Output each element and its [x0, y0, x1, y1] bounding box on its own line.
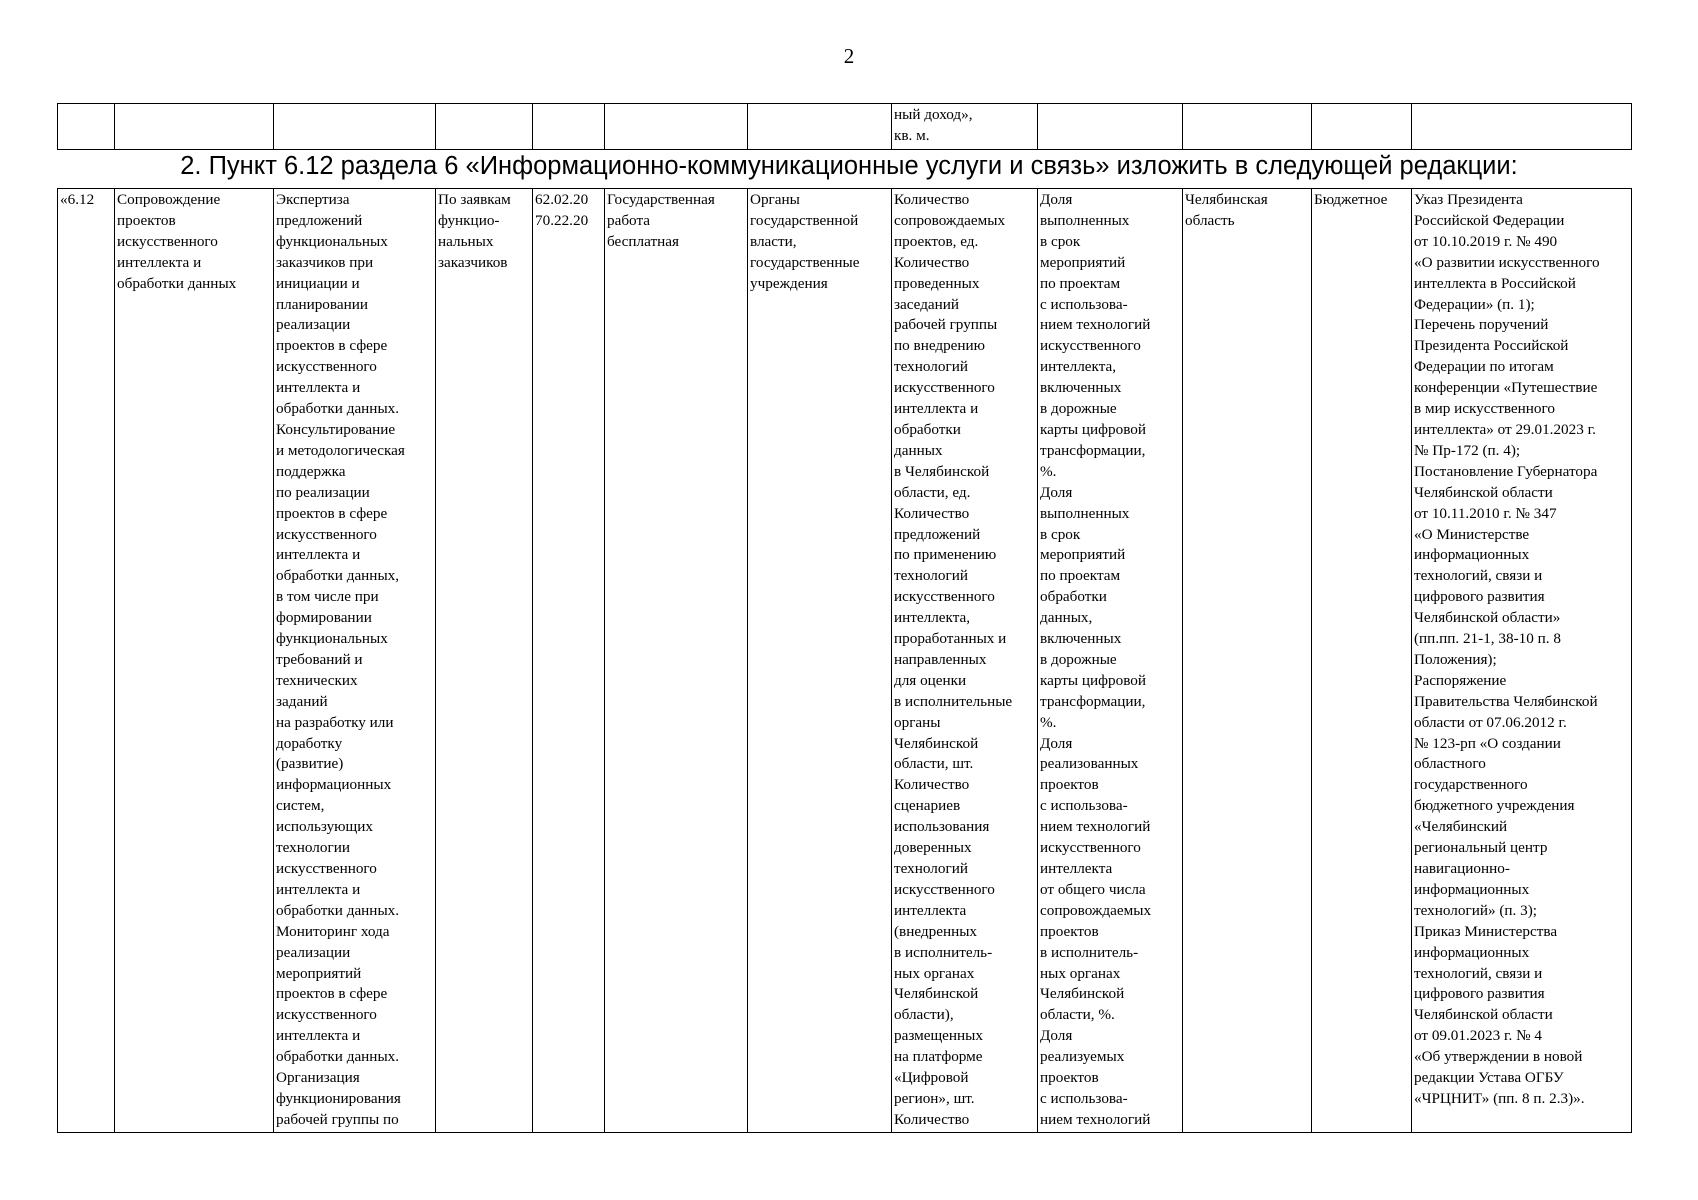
table-cell	[115, 104, 274, 150]
table-cell	[274, 104, 436, 150]
cell-service-conditions: По заявкам функцио- нальных заказчиков	[436, 189, 533, 1133]
cell-okved-codes: 62.02.20 70.22.20	[533, 189, 605, 1133]
table-cell	[533, 104, 605, 150]
cell-service-content: Экспертиза предложений функциональных заказчиков при инициации и планировании реализации проектов в сфере искусственного интеллекта и обработки данных. Консультирование и методологическая поддержка по реализации проектов в сфере искусственного интеллекта и обработки данных, в том числе при формировании функциональных требований и технических заданий на разработку или доработку (развитие) информационных систем, использующих технологии искусственного интеллекта и обработки данных. Мониторинг хода реализации мероприятий проектов в сфере искусственного интеллекта и обработки данных. Организация функционирования рабочей группы по	[274, 189, 436, 1133]
cell-institution-type: Бюджетное	[1312, 189, 1412, 1133]
previous-table-fragment	[57, 103, 1632, 150]
cell-region: Челябинская область	[1183, 189, 1312, 1133]
table-cell	[1183, 104, 1312, 150]
services-table	[57, 188, 1632, 1133]
cell-consumers: Органы государственной власти, государственные учреждения	[748, 189, 892, 1133]
table-row	[58, 189, 1632, 1133]
table-cell	[1312, 104, 1412, 150]
table-cell	[58, 104, 115, 150]
cell-quality-indicators: Доля выполненных в срок мероприятий по проектам с использова- нием технологий искусственного интеллекта, включенных в дорожные карты цифровой трансформации, %. Доля выполненных в срок мероприятий по проектам обработки данных, включенных в дорожные карты цифровой трансформации, %. Доля реализованных проектов с использова- нием технологий искусственного интеллекта от общего числа сопровождаемых проектов в исполнитель- ных органах Челябинской области, %. Доля реализуемых проектов с использова- нием технологий	[1038, 189, 1183, 1133]
amendment-heading: 2. Пункт 6.12 раздела 6 «Информационно-коммуникационные услуги и связь» изложить в следующей редакции:	[180, 152, 1518, 180]
table-cell: ный доход», кв. м.	[892, 104, 1038, 150]
table-cell	[1038, 104, 1183, 150]
table-row	[58, 104, 1632, 150]
page-number: 2	[843, 44, 855, 68]
cell-volume-indicators: Количество сопровождаемых проектов, ед. Количество проведенных заседаний рабочей группы по внедрению технологий искусственного интеллекта и обработки данных в Челябинской области, ед. Количество предложений по применению технологий искусственного интеллекта, проработанных и направленных для оценки в исполнительные органы Челябинской области, шт. Количество сценариев использования доверенных технологий искусственного интеллекта (внедренных в исполнитель- ных органах Челябинской области), размещенных на платформе «Цифровой регион», шт. Количество	[892, 189, 1038, 1133]
table-cell	[436, 104, 533, 150]
cell-service-name: Сопровождение проектов искусственного интеллекта и обработки данных	[115, 189, 274, 1133]
table-cell	[605, 104, 748, 150]
cell-service-type: Государственная работа бесплатная	[605, 189, 748, 1133]
table-cell	[1412, 104, 1632, 150]
cell-legal-basis: Указ Президента Российской Федерации от 10.10.2019 г. № 490 «О развитии искусственного интеллекта в Российской Федерации» (п. 1); Перечень поручений Президента Российской Федерации по итогам конференции «Путешествие в мир искусственного интеллекта» от 29.01.2023 г. № Пр-172 (п. 4); Постановление Губернатора Челябинской области от 10.11.2010 г. № 347 «О Министерстве информационных технологий, связи и цифрового развития Челябинской области» (пп.пп. 21-1, 38-10 п. 8 Положения); Распоряжение Правительства Челябинской области от 07.06.2012 г. № 123-рп «О создании областного государственного бюджетного учреждения «Челябинский региональный центр навигационно- информационных технологий» (п. 3); Приказ Министерства информационных технологий, связи и цифрового развития Челябинской области от 09.01.2023 г. № 4 «Об утверждении в новой редакции Устава ОГБУ «ЧРЦНИТ» (пп. 8 п. 2.3)».	[1412, 189, 1632, 1133]
table-cell	[748, 104, 892, 150]
cell-item-number: «6.12	[58, 189, 115, 1133]
